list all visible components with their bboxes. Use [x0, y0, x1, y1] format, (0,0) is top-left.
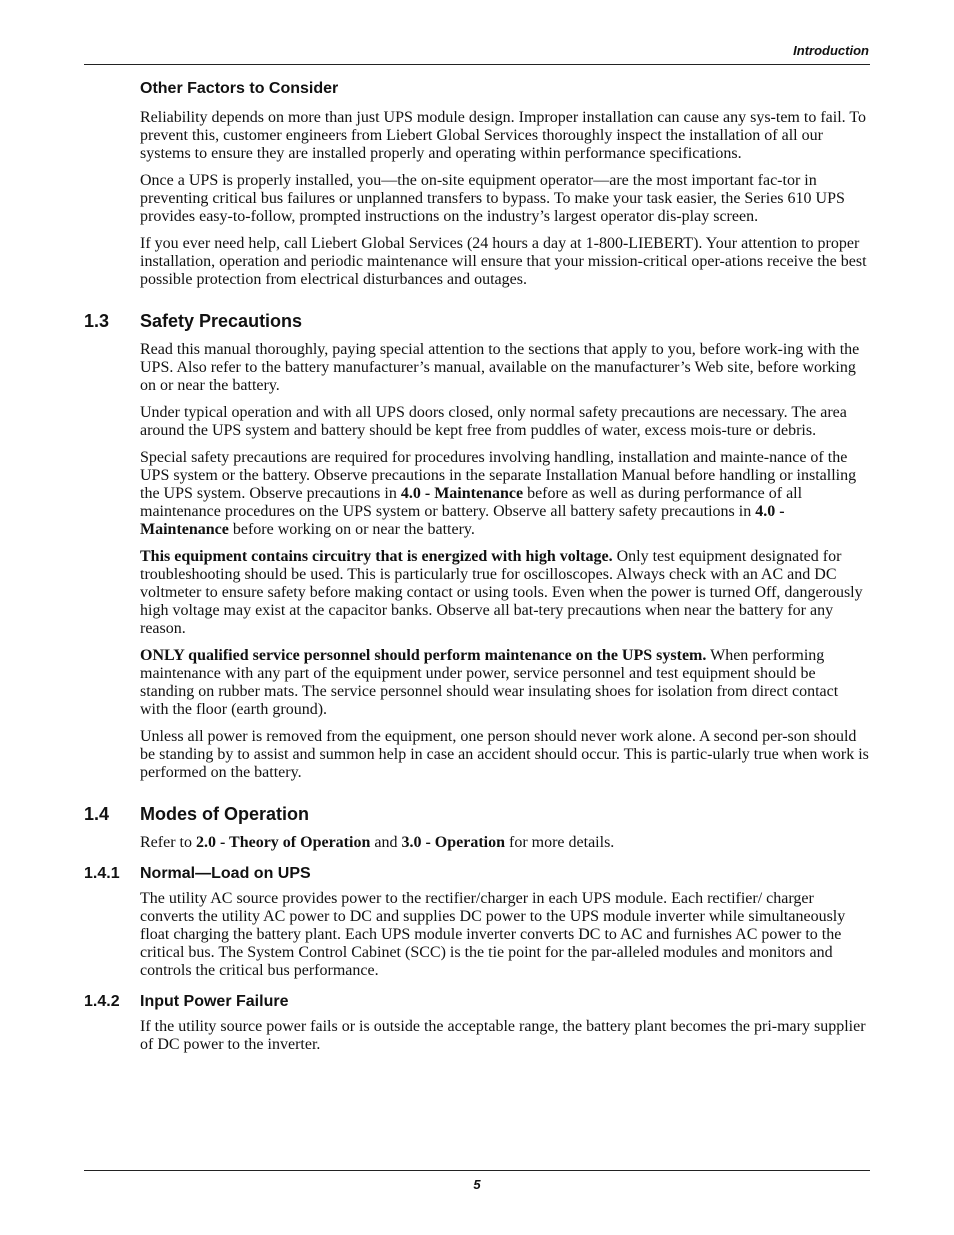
cross-reference: 4.0 - Maintenance — [400, 485, 524, 502]
section-number: 1.4.2 — [84, 993, 120, 1010]
cross-reference: 4.0 - Maintenance — [140, 503, 785, 538]
running-header: Introduction — [793, 43, 869, 58]
paragraph: Unless all power is removed from the equipment, one person should never work alone. A second per-son should be standing by to assist and summon help in case an accident should occur. This is partic-ularly true when work is performed on the battery. — [140, 728, 869, 781]
text-run: Refer to — [140, 834, 196, 851]
section-title: Input Power Failure — [140, 993, 289, 1010]
paragraph: Under typical operation and with all UPS doors closed, only normal safety precautions are necessary. The area around the UPS system and battery should be kept free from puddles of water, excess mois-ture or debris. — [140, 404, 847, 439]
cross-reference: 2.0 - Theory of Operation — [195, 834, 371, 851]
text-run: for more details. — [505, 834, 615, 851]
warning-text: This equipment contains circuitry that is energized with high voltage. — [140, 548, 613, 565]
text-run: and — [370, 834, 402, 851]
page-number: 5 — [473, 1177, 481, 1192]
text-run: before as well as during performance of all maintenance procedures on the UPS system or battery. Observe all battery safety precautions in — [140, 485, 803, 520]
heading-other-factors: Other Factors to Consider — [140, 80, 339, 97]
heading-normal-load — [84, 863, 870, 884]
text-run: When performing maintenance with any part of the equipment under power, service personnel and test equipment should be standing on rubber mats. The service personnel should wear insulating shoes for isolation from direct contact with the floor (earth ground). — [140, 647, 839, 718]
text-run: Special safety precautions are required for procedures involving handling, installation and mainte-nance of the UPS system or the battery. Observe precautions in the separate Installation Manual before handling or installing the UPS system. Observe precautions in — [140, 449, 857, 502]
paragraph: Read this manual thoroughly, paying special attention to the sections that apply to you, before work-ing with the UPS. Also refer to the battery manufacturer’s manual, available on the manufacturer’s Web site, before working on or near the battery. — [140, 341, 860, 394]
header-rule — [84, 64, 870, 65]
footer-rule — [84, 1170, 870, 1171]
paragraph: If the utility source power fails or is outside the acceptable range, the battery plant becomes the pri-mary supplier of DC power to the inverter. — [140, 1018, 866, 1053]
section-number: 1.3 — [84, 311, 110, 331]
paragraph — [140, 449, 870, 539]
section-number: 1.4.1 — [84, 865, 120, 882]
section-title: Normal—Load on UPS — [140, 865, 311, 882]
page-content — [84, 78, 870, 1063]
text-run: before working on or near the battery. — [228, 521, 475, 538]
section-title: Modes of Operation — [140, 804, 310, 824]
paragraph — [140, 834, 870, 852]
paragraph — [140, 548, 870, 638]
cross-reference: 3.0 - Operation — [401, 834, 505, 851]
paragraph: Reliability depends on more than just UPS module design. Improper installation can cause any sys-tem to fail. To prevent this, customer engineers from Liebert Global Services thoroughly inspect the installation of all our systems to ensure they are installed properly and operating within performance specifications. — [140, 109, 867, 162]
paragraph: Once a UPS is properly installed, you—the on-site equipment operator—are the most important fac-tor in preventing critical bus failures or unplanned transfers to bypass. To make your task easier, the Series 610 UPS provides easy-to-follow, prompted instructions on the industry’s largest operator dis-play screen. — [140, 172, 845, 225]
section-number: 1.4 — [84, 804, 110, 824]
heading-modes-of-operation — [84, 802, 870, 826]
paragraph — [140, 647, 870, 719]
paragraph: If you ever need help, call Liebert Global Services (24 hours a day at 1-800-LIEBERT). Your attention to proper installation, operation and periodic maintenance will ensure that your mission-critical oper-ations receive the best possible protection from electrical disturbances and outages. — [140, 235, 867, 288]
section-title: Safety Precautions — [140, 311, 303, 331]
heading-input-power-failure — [84, 991, 870, 1012]
text-run: Only test equipment designated for troubleshooting should be used. This is particularly true for oscilloscopes. Always check with an AC and DC voltmeter to ensure safety before making contact or using tools. Even when the power is turned Off, dangerously high voltage may exist at the capacitor banks. Observe all bat-tery precautions when near the battery for any reason. — [140, 548, 863, 637]
paragraph: The utility AC source provides power to the rectifier/charger in each UPS module. Each rectifier/ charger converts the utility AC power to DC and supplies DC power to the UPS module inverter while simultaneously float charging the battery plant. Each UPS module inverter converts DC to AC and furnishes AC power to the critical bus. The System Control Cabinet (SCC) is the tie point for the par-alleled modules and monitors and controls the critical bus performance. — [140, 890, 846, 979]
warning-text: ONLY qualified service personnel should perform maintenance on the UPS system. — [140, 647, 707, 664]
heading-safety-precautions — [84, 309, 870, 333]
